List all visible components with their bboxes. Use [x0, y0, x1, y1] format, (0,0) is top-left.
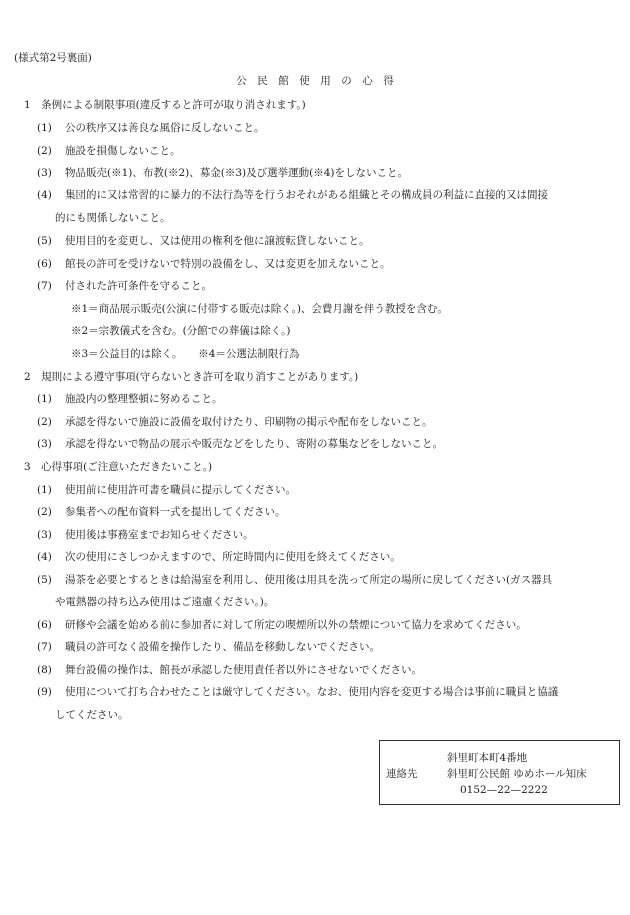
item-number: (3): [37, 167, 52, 179]
item-text: 職員の許可なく設備を操作したり、備品を移動しないでください。: [65, 641, 380, 653]
item-number: (2): [37, 145, 52, 157]
item-number: (7): [37, 280, 52, 292]
item-number: (2): [37, 506, 52, 518]
item-text: 承認を得ないで施設に設備を取付けたり、印刷物の掲示や配布をしないこと。: [65, 416, 433, 428]
list-item: [0, 188, 630, 202]
section-3-heading: 3 心得事項(ご注意いただきたいこと。): [24, 461, 213, 473]
form-number: (様式第2号裏面): [14, 52, 92, 64]
item-continuation: や電熱器の持ち込み使用はご遠慮ください。)。: [55, 596, 275, 608]
item-number: (6): [37, 258, 52, 270]
item-text: 施設を損傷しないこと。: [65, 145, 181, 157]
item-number: (5): [37, 574, 52, 586]
contact-phone: 0152—22—2222: [460, 784, 548, 796]
item-text: 湯茶を必要とするときは給湯室を利用し、使用後は用具を洗って所定の場所に戻してください(ガス器具: [65, 574, 553, 586]
item-text: 付された許可条件を守ること。: [65, 280, 212, 292]
list-item: [0, 415, 630, 429]
item-text: 承認を得ないで物品の展示や販売などをしたり、寄附の募集などをしないこと。: [65, 438, 443, 450]
item-number: (2): [37, 416, 52, 428]
item-text: 館長の許可を受けないで特別の設備をし、又は変更を加えないこと。: [65, 258, 391, 270]
item-number: (1): [37, 484, 52, 496]
contact-address: 斜里町本町4番地: [447, 752, 528, 764]
footnote: ※1＝商品展示販売(公演に付帯する販売は除く。)、会費月謝を伴う教授を含む。: [71, 303, 448, 315]
contact-label: 連絡先: [386, 768, 418, 780]
list-item: [0, 663, 630, 677]
item-text: 研修や会議を始める前に参加者に対して所定の喫煙所以外の禁煙について協力を求めてください。: [65, 619, 527, 631]
item-text: 公の秩序又は善良な風俗に反しないこと。: [65, 122, 265, 134]
item-number: (5): [37, 235, 52, 247]
item-number: (8): [37, 664, 52, 676]
list-item: [0, 618, 630, 632]
list-item: [0, 234, 630, 248]
list-item: [0, 573, 630, 587]
item-text: 使用前に使用許可書を職員に提示してください。: [65, 484, 296, 496]
item-text: 舞台設備の操作は、館長が承認した使用責任者以外にさせないでください。: [65, 664, 422, 676]
item-number: (1): [37, 393, 52, 405]
item-number: (1): [37, 122, 52, 134]
item-text: 使用について打ち合わせたことは厳守してください。なお、使用内容を変更する場合は事前に職員と協議: [65, 686, 559, 698]
item-number: (3): [37, 529, 52, 541]
list-item: [0, 640, 630, 654]
contact-box: [379, 740, 620, 805]
list-item: [0, 483, 630, 497]
list-item: [0, 505, 630, 519]
list-item: [0, 550, 630, 564]
list-item: [0, 685, 630, 699]
item-text: 施設内の整理整頓に努めること。: [65, 393, 223, 405]
item-number: (4): [37, 189, 52, 201]
list-item: [0, 528, 630, 542]
list-item: [0, 437, 630, 451]
item-number: (4): [37, 551, 52, 563]
list-item: [0, 121, 630, 135]
list-item: [0, 279, 630, 293]
contact-facility: 斜里町公民館 ゆめホール知床: [447, 768, 587, 780]
item-text: 物品販売(※1)、布教(※2)、募金(※3)及び選挙運動(※4)をしないこと。: [65, 167, 408, 179]
footnote: ※3＝公益目的は除く。 ※4＝公選法制限行為: [71, 348, 300, 360]
item-number: (7): [37, 641, 52, 653]
list-item: [0, 392, 630, 406]
item-text: 使用後は事務室までお知らせください。: [65, 529, 254, 541]
item-text: 集団的に又は常習的に暴力的不法行為等を行うおそれがある組織とその構成員の利益に直接的又は間接: [65, 189, 548, 201]
item-continuation: 的にも関係しないこと。: [55, 212, 171, 224]
footnote: ※2＝宗教儀式を含む。(分館での葬儀は除く。): [71, 325, 291, 337]
list-item: [0, 166, 630, 180]
item-continuation: してください。: [55, 709, 129, 721]
list-item: [0, 144, 630, 158]
section-2-heading: 2 規則による遵守事項(守らないとき許可を取り消すことがあります。): [24, 371, 359, 383]
document-title: 公 民 館 使 用 の 心 得: [236, 75, 394, 87]
item-text: 参集者への配布資料一式を提出してください。: [65, 506, 286, 518]
item-number: (9): [37, 686, 52, 698]
list-item: [0, 257, 630, 271]
item-text: 次の使用にさしつかえますので、所定時間内に使用を終えてください。: [65, 551, 401, 563]
item-number: (6): [37, 619, 52, 631]
section-1-heading: 1 条例による制限事項(違反すると許可が取り消されます。): [24, 99, 306, 111]
item-number: (3): [37, 438, 52, 450]
item-text: 使用目的を変更し、又は使用の権利を他に譲渡転貸しないこと。: [65, 235, 370, 247]
